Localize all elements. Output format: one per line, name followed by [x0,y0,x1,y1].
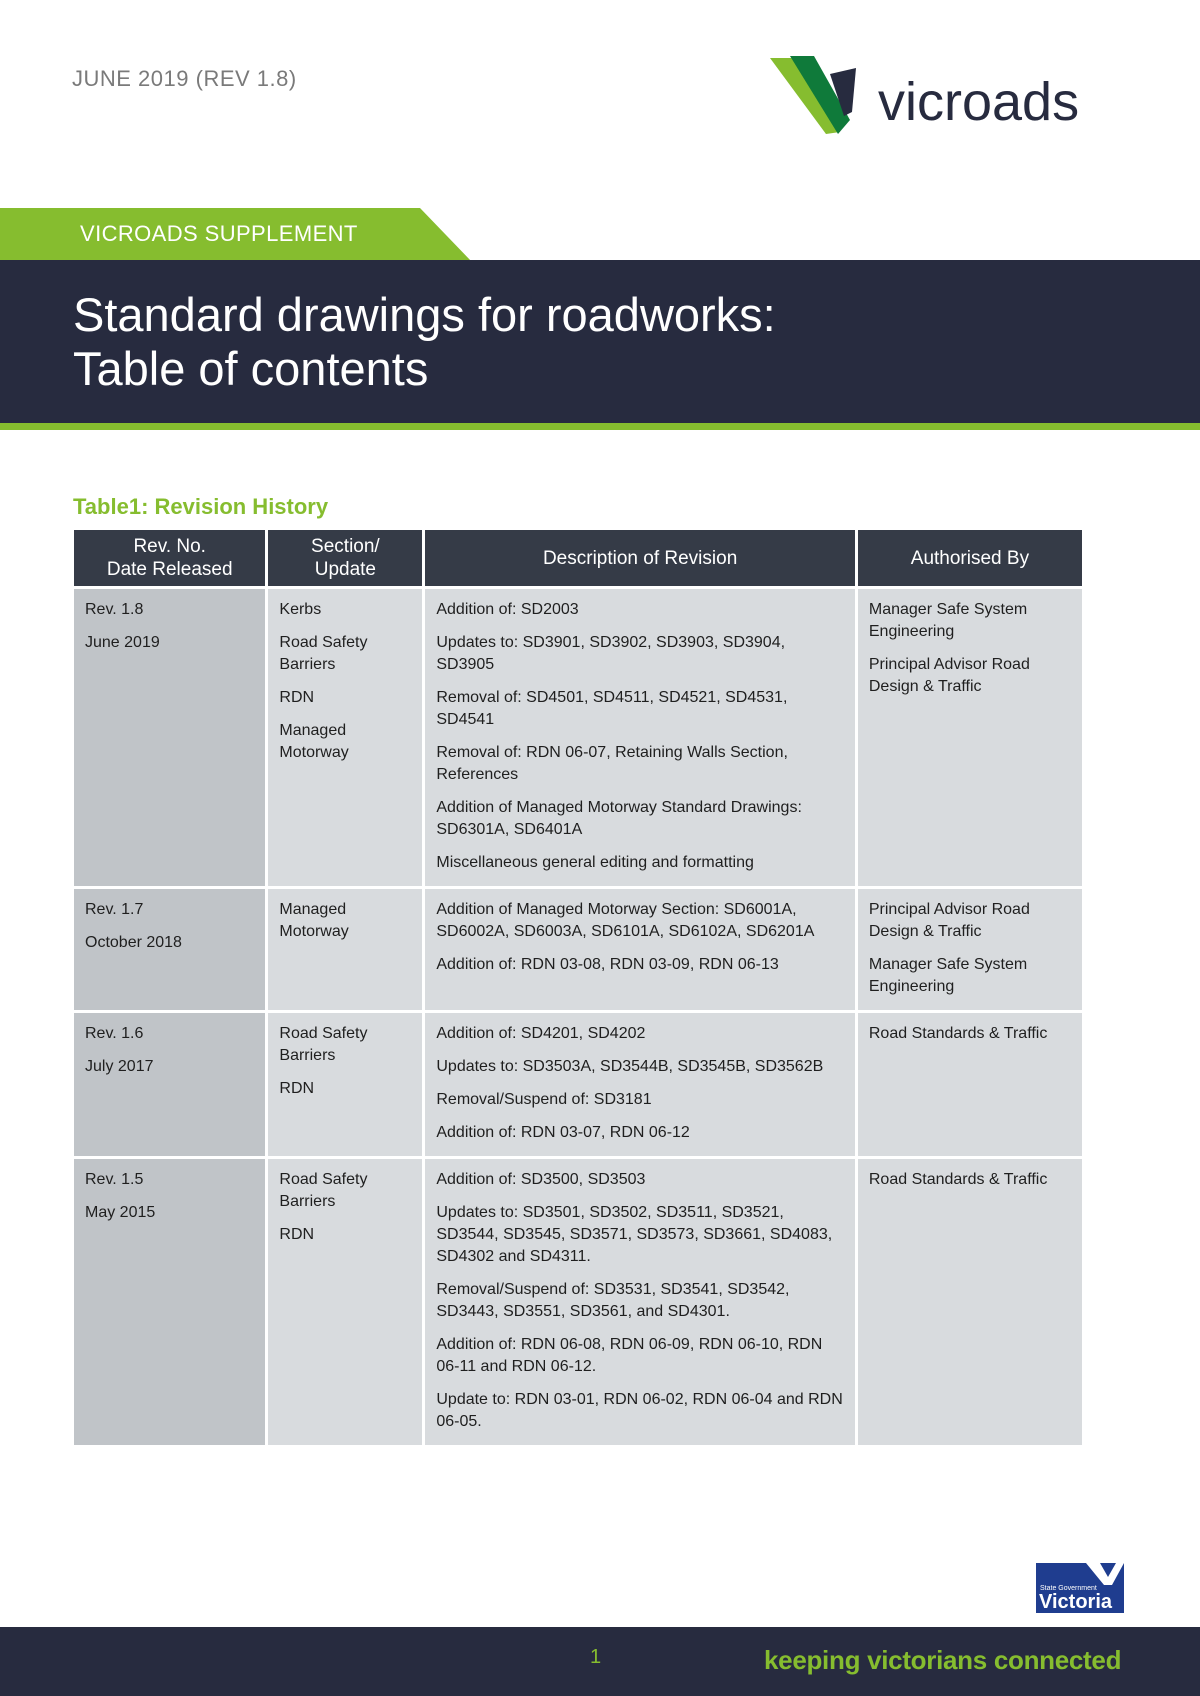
header-rev-label: Rev. No. [133,536,206,557]
rev-cell [74,589,265,886]
header-date-label: Date Released [106,559,233,580]
description-item: Updates to: SD3501, SD3502, SD3511, SD3521, SD3544, SD3545, SD3571, SD3573, SD3661, SD4083, SD4302 and SD4311. [436,1204,833,1265]
document-date-revision: JUNE 2019 (REV 1.8) [72,66,297,91]
header-section [268,530,422,586]
header-authorised: Authorised By [858,530,1082,586]
authorised-cell [858,589,1082,886]
rev-cell [74,889,265,1010]
authorised-cell [858,1013,1082,1156]
description-item: Update to: RDN 03-01, RDN 06-02, RDN 06-04 and RDN 06-05. [436,1391,843,1430]
description-item: Miscellaneous general editing and formatting [436,854,754,871]
description-item: Removal/Suspend of: SD3531, SD3541, SD3542, SD3443, SD3551, SD3561, and SD4301. [436,1281,790,1320]
revision-history-table [71,527,1085,1448]
description-item: Addition of: SD2003 [436,601,579,618]
authorised-item: Principal Advisor Road Design & Traffic [868,901,1030,940]
section-item: Kerbs [279,601,322,618]
description-item: Addition of: RDN 03-08, RDN 03-09, RDN 06-13 [436,956,779,973]
description-item: Addition of: SD4201, SD4202 [436,1025,646,1042]
rev-date: July 2017 [85,1058,154,1075]
section-item: RDN [279,1226,315,1243]
description-item: Addition of Managed Motorway Standard Drawings: SD6301A, SD6401A [436,799,802,838]
table-row [74,1159,1082,1445]
description-item: Updates to: SD3901, SD3902, SD3903, SD3904, SD3905 [436,634,786,673]
section-item: RDN [279,1080,315,1097]
section-cell [268,1013,422,1156]
table-row [74,889,1082,1010]
description-cell [425,1159,855,1445]
rev-date: May 2015 [85,1204,156,1221]
section-item: RDN [279,689,315,706]
gov-logo-small-text: State Government [1040,1585,1097,1592]
section-cell [268,1159,422,1445]
gov-logo-wordmark: Victoria [1039,1591,1112,1613]
section-cell [268,889,422,1010]
authorised-item: Manager Safe System Engineering [868,601,1028,640]
rev-cell [74,1159,265,1445]
header-rev-date [74,530,265,586]
footer-tagline: keeping victorians connected [764,1645,1122,1675]
table-row [74,1013,1082,1156]
table-row [74,589,1082,886]
rev-cell [74,1013,265,1156]
rev-number: Rev. 1.7 [85,901,144,918]
authorised-item: Road Standards & Traffic [868,1025,1048,1042]
table-header-row [74,530,1082,586]
description-cell [425,889,855,1010]
authorised-cell [858,1159,1082,1445]
header-section-label: Section/ [311,536,380,557]
page-title-line-1: Standard drawings for roadworks: [73,288,776,341]
authorised-item: Road Standards & Traffic [868,1171,1048,1188]
rev-date: June 2019 [85,634,160,651]
header-description: Description of Revision [425,530,855,586]
description-item: Addition of: RDN 06-08, RDN 06-09, RDN 06-10, RDN 06-11 and RDN 06-12. [436,1336,823,1375]
section-item: Road Safety Barriers [279,634,368,673]
description-item: Removal of: SD4501, SD4511, SD4521, SD4531, SD4541 [436,689,788,728]
victoria-government-logo [1036,1563,1124,1613]
rev-number: Rev. 1.5 [85,1171,144,1188]
authorised-item: Principal Advisor Road Design & Traffic [868,656,1030,695]
authorised-item: Manager Safe System Engineering [868,956,1028,995]
page-number: 1 [590,1646,602,1668]
description-item: Removal of: RDN 06-07, Retaining Walls Section, References [436,744,788,783]
description-item: Updates to: SD3503A, SD3544B, SD3545B, SD3562B [436,1058,824,1075]
page-title-line-2: Table of contents [73,342,429,395]
supplement-label: VICROADS SUPPLEMENT [80,221,358,246]
header-update-label: Update [314,559,377,580]
logo-wordmark: vicroads [878,72,1080,132]
vicroads-logo [770,52,1130,142]
description-item: Addition of Managed Motorway Section: SD6001A, SD6002A, SD6003A, SD6101A, SD6102A, SD6201A [436,901,815,940]
section-item: Managed Motorway [279,901,349,940]
table-caption: Table1: Revision History [73,494,329,519]
description-item: Addition of: RDN 03-07, RDN 06-12 [436,1124,690,1141]
rev-number: Rev. 1.6 [85,1025,144,1042]
section-cell [268,589,422,886]
section-item: Managed Motorway [279,722,349,761]
description-item: Removal/Suspend of: SD3181 [436,1091,652,1108]
section-item: Road Safety Barriers [279,1025,368,1064]
description-cell [425,1013,855,1156]
authorised-cell [858,889,1082,1010]
description-cell [425,589,855,886]
rev-date: October 2018 [85,934,182,951]
rev-number: Rev. 1.8 [85,601,144,618]
section-item: Road Safety Barriers [279,1171,368,1210]
description-item: Addition of: SD3500, SD3503 [436,1171,646,1188]
